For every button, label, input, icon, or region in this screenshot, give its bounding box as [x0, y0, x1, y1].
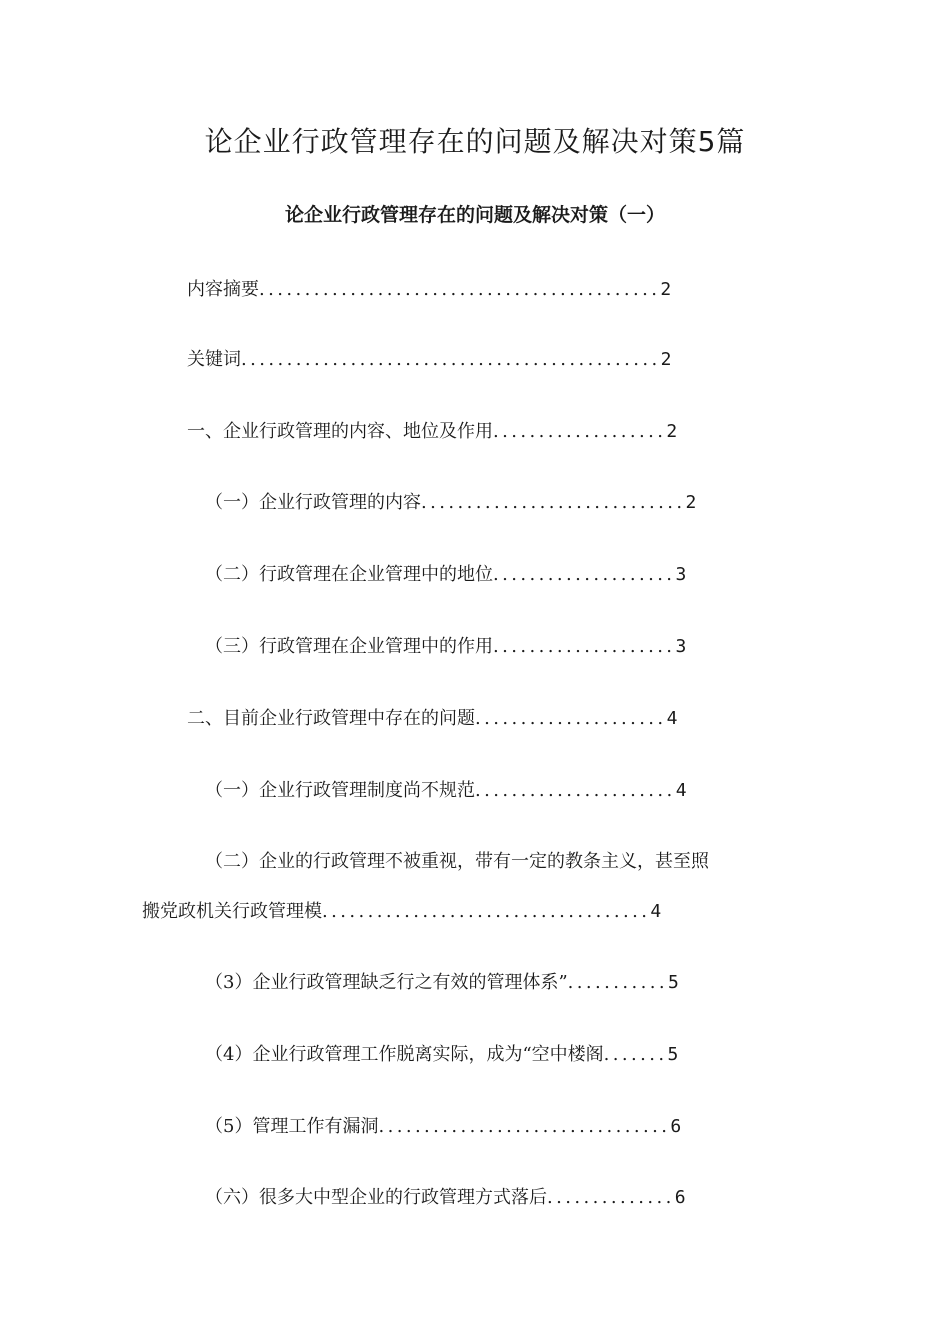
toc-entry-text: （3）企业行政管理缺乏行之有效的管理体系” — [205, 972, 568, 993]
toc-entry-text: （二）行政管理在企业管理中的地位 — [205, 564, 493, 585]
toc-entry-text: （5）管理工作有漏洞 — [205, 1116, 379, 1137]
toc-page-number: 2 — [660, 349, 672, 370]
toc-entry-text: 搬党政机关行政管理模 — [142, 901, 322, 922]
toc-page-number: 4 — [666, 708, 678, 729]
toc-entry — [205, 1040, 678, 1070]
toc-entry — [205, 488, 696, 518]
toc-leader: .............. — [547, 1187, 675, 1208]
toc-entry-text: （六）很多大中型企业的行政管理方式落后 — [205, 1187, 547, 1208]
toc-entry-text: 关键词 — [187, 349, 241, 370]
toc-entry — [205, 632, 686, 662]
document-title: 论企业行政管理存在的问题及解决对策5篇 — [204, 125, 746, 158]
toc-entry-text: （4）企业行政管理工作脱离实际，成为“空中楼阁 — [205, 1044, 604, 1065]
toc-page-number: 2 — [685, 492, 697, 513]
toc-leader: .................... — [493, 636, 676, 657]
toc-entry — [205, 776, 687, 806]
toc-leader: .............................................. — [241, 349, 661, 370]
toc-entry — [187, 345, 671, 375]
toc-page-number: 4 — [650, 901, 662, 922]
toc-page-number: 4 — [675, 780, 687, 801]
toc-leader: ..................... — [475, 708, 667, 729]
document-subtitle: 论企业行政管理存在的问题及解决对策（一） — [284, 204, 665, 226]
toc-entry-text: 二、目前企业行政管理中存在的问题 — [187, 708, 475, 729]
toc-entry-text: （二）企业的行政管理不被重视，带有一定的教条主义，甚至照 — [205, 851, 709, 872]
toc-leader: ................................ — [378, 1116, 671, 1137]
toc-leader: .................................... — [322, 901, 651, 922]
toc-entry — [205, 1183, 686, 1213]
toc-entry-text: （一）企业行政管理的内容 — [205, 492, 421, 513]
toc-page-number: 2 — [666, 421, 678, 442]
toc-entry-text: 一、企业行政管理的内容、地位及作用 — [187, 421, 493, 442]
toc-entry-text: （三）行政管理在企业管理中的作用 — [205, 636, 493, 657]
toc-entry — [187, 417, 677, 447]
toc-entry-text: 内容摘要 — [187, 279, 259, 300]
toc-page-number: 6 — [670, 1116, 682, 1137]
toc-page-number: 3 — [675, 564, 687, 585]
toc-leader: ................... — [493, 421, 667, 442]
toc-leader: ........... — [567, 972, 668, 993]
toc-entry-wrapped-first-line — [205, 847, 709, 877]
toc-page-number: 3 — [675, 636, 687, 657]
toc-leader: ............................................ — [259, 279, 661, 300]
toc-leader: ............................. — [421, 492, 686, 513]
toc-entry — [205, 1112, 681, 1142]
toc-leader: ...................... — [475, 780, 676, 801]
toc-entry — [187, 275, 671, 305]
toc-page-number: 2 — [660, 279, 672, 300]
toc-entry — [205, 968, 679, 998]
toc-entry-wrapped-continuation — [142, 897, 661, 927]
toc-page-number: 5 — [668, 972, 679, 993]
toc-entry-text: （一）企业行政管理制度尚不规范 — [205, 780, 475, 801]
toc-leader: .................... — [493, 564, 676, 585]
toc-page-number: 5 — [667, 1044, 679, 1065]
toc-entry — [205, 560, 686, 590]
toc-page-number: 6 — [674, 1187, 686, 1208]
toc-entry — [187, 704, 677, 734]
toc-leader: ....... — [603, 1044, 668, 1065]
